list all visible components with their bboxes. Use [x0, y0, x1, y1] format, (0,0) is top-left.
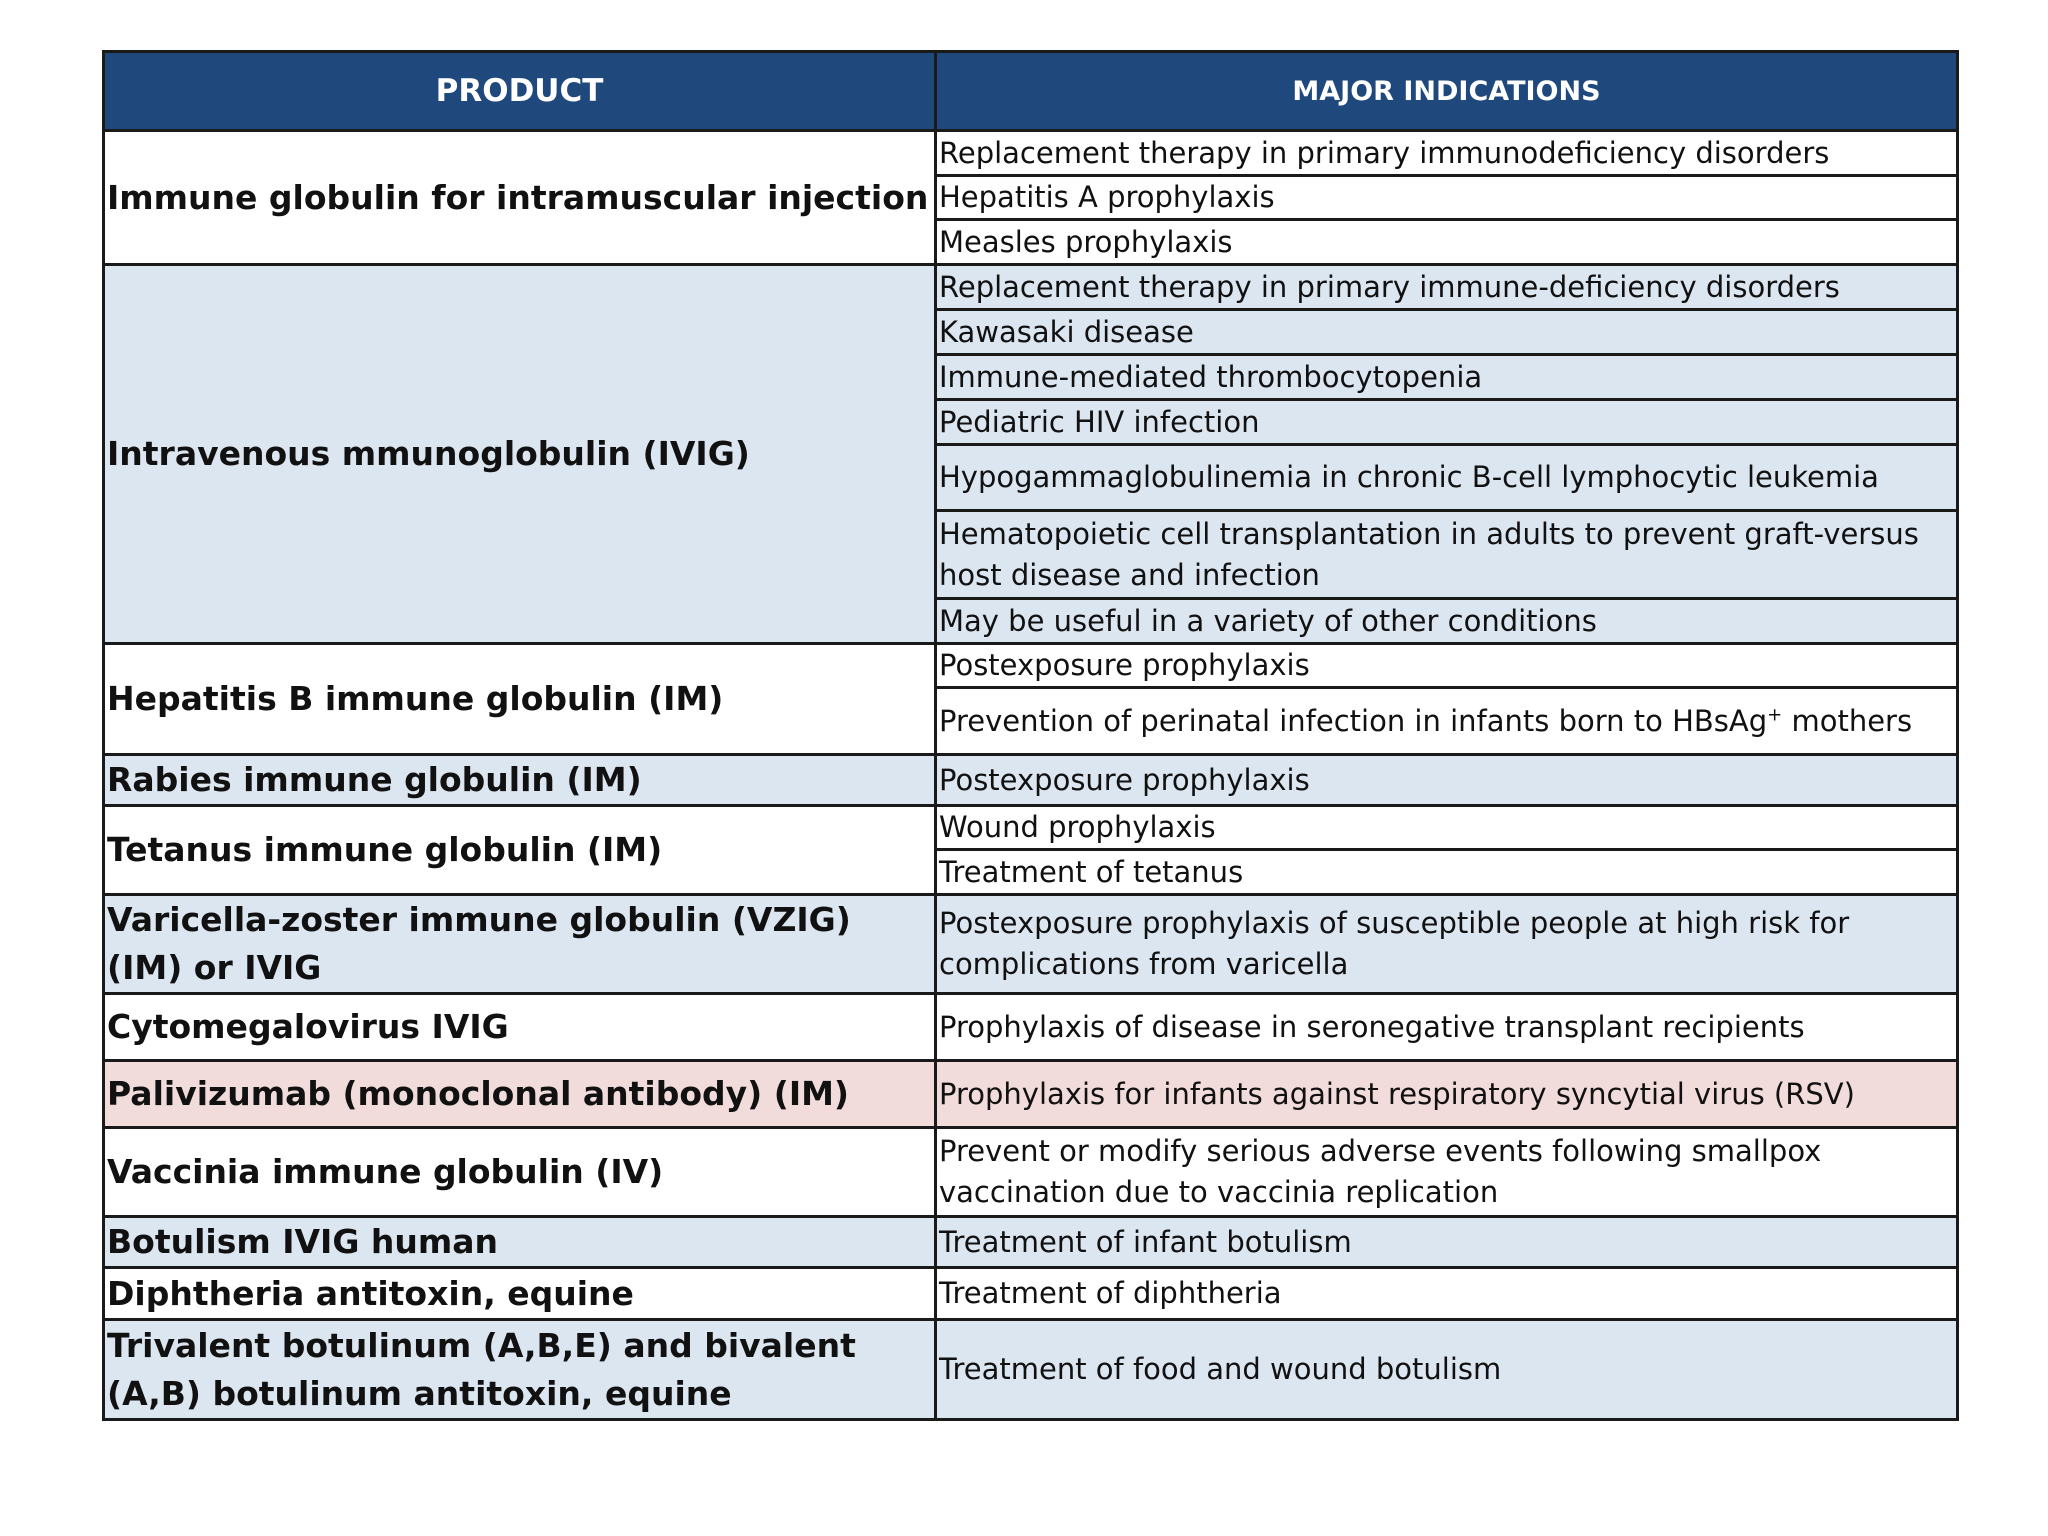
header-major-indications: MAJOR INDICATIONS	[936, 52, 1958, 131]
product-cell: Vaccinia immune globulin (IV)	[104, 1128, 936, 1217]
table-row	[104, 1320, 1958, 1420]
product-cell: Rabies immune globulin (IM)	[104, 755, 936, 806]
indication-cell: Replacement therapy in primary immune-deficiency disorders	[936, 265, 1958, 310]
table-row	[104, 1061, 1958, 1128]
table-row	[104, 994, 1958, 1061]
table-row	[104, 131, 1958, 176]
indication-cell: Hypogammaglobulinemia in chronic B-cell lymphocytic leukemia	[936, 445, 1958, 511]
indication-cell: Replacement therapy in primary immunodeficiency disorders	[936, 131, 1958, 176]
indication-text-end: mothers	[1791, 703, 1913, 738]
indication-cell: Hematopoietic cell transplantation in adults to prevent graft-versus host disease and infection	[936, 511, 1958, 599]
table-row	[104, 1217, 1958, 1268]
product-cell: Varicella-zoster immune globulin (VZIG) (IM) or IVIG	[104, 895, 936, 994]
product-cell: Cytomegalovirus IVIG	[104, 994, 936, 1061]
product-cell: Hepatitis B immune globulin (IM)	[104, 644, 936, 755]
indication-cell: Immune-mediated thrombocytopenia	[936, 355, 1958, 400]
indication-cell: Treatment of food and wound botulism	[936, 1320, 1958, 1420]
indication-cell: May be useful in a variety of other conditions	[936, 599, 1958, 644]
table-row	[104, 806, 1958, 850]
product-cell: Tetanus immune globulin (IM)	[104, 806, 936, 895]
indication-text: Prevention of perinatal infection in infants born to HBsAg	[939, 703, 1768, 738]
product-cell: Trivalent botulinum (A,B,E) and bivalent (A,B) botulinum antitoxin, equine	[104, 1320, 936, 1420]
indication-cell: Postexposure prophylaxis	[936, 755, 1958, 806]
indication-cell: Wound prophylaxis	[936, 806, 1958, 850]
indication-cell: Treatment of tetanus	[936, 850, 1958, 895]
header-product: PRODUCT	[104, 52, 936, 131]
table-row	[104, 1128, 1958, 1217]
indication-cell	[936, 688, 1958, 755]
superscript-plus: +	[1767, 703, 1783, 725]
indication-cell: Treatment of infant botulism	[936, 1217, 1958, 1268]
table-row	[104, 644, 1958, 688]
table-row	[104, 895, 1958, 994]
table-row	[104, 265, 1958, 310]
table-row	[104, 1268, 1958, 1320]
product-cell: Botulism IVIG human	[104, 1217, 936, 1268]
table-header-row	[104, 52, 1958, 131]
indication-cell: Postexposure prophylaxis of susceptible people at high risk for complications from varicella	[936, 895, 1958, 994]
product-cell: Immune globulin for intramuscular injection	[104, 131, 936, 265]
indication-cell: Pediatric HIV infection	[936, 400, 1958, 445]
indication-cell: Hepatitis A prophylaxis	[936, 176, 1958, 220]
immune-globulin-table	[102, 50, 1959, 1421]
indication-cell: Treatment of diphtheria	[936, 1268, 1958, 1320]
product-cell: Diphtheria antitoxin, equine	[104, 1268, 936, 1320]
indication-cell: Postexposure prophylaxis	[936, 644, 1958, 688]
table-row	[104, 755, 1958, 806]
immune-globulin-table-container	[102, 50, 1956, 1421]
indication-cell: Prophylaxis of disease in seronegative transplant recipients	[936, 994, 1958, 1061]
indication-cell: Kawasaki disease	[936, 310, 1958, 355]
indication-cell: Measles prophylaxis	[936, 220, 1958, 265]
indication-cell: Prevent or modify serious adverse events following smallpox vaccination due to vaccinia replication	[936, 1128, 1958, 1217]
product-cell: Intravenous mmunoglobulin (IVIG)	[104, 265, 936, 644]
product-cell: Palivizumab (monoclonal antibody) (IM)	[104, 1061, 936, 1128]
indication-cell: Prophylaxis for infants against respiratory syncytial virus (RSV)	[936, 1061, 1958, 1128]
